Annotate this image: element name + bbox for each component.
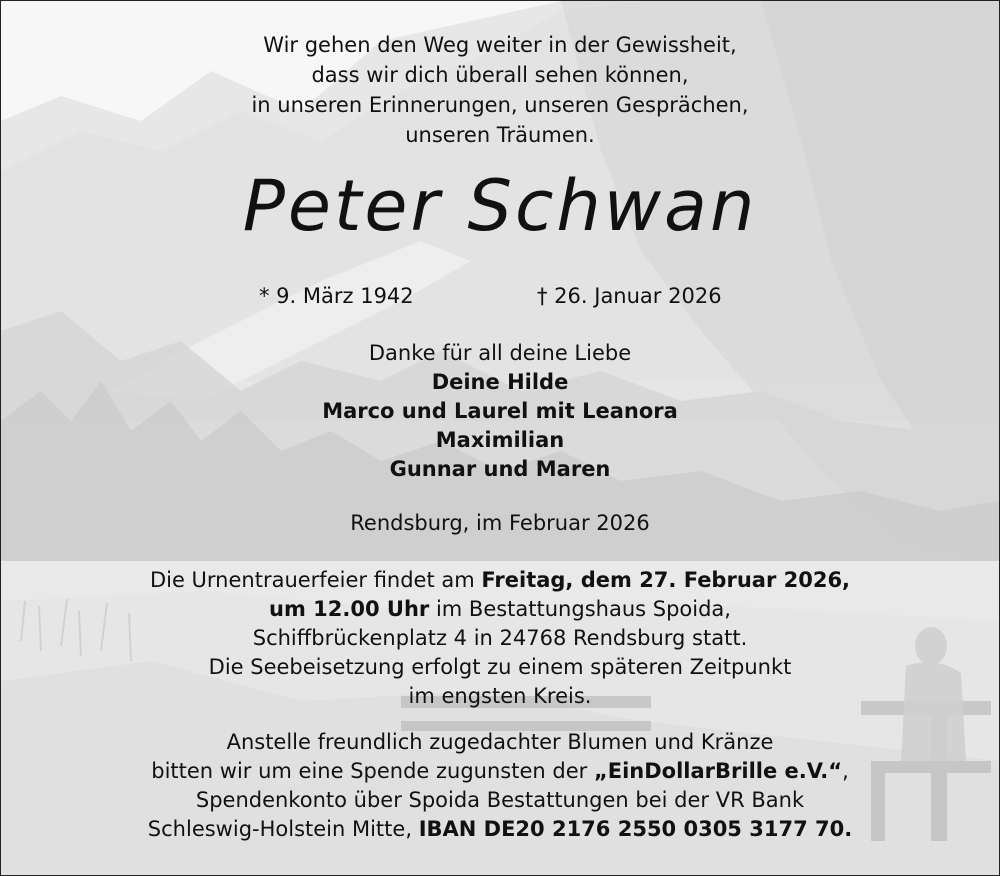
poem-line: dass wir dich überall sehen können, xyxy=(311,63,689,87)
family-member: Marco und Laurel mit Leanora xyxy=(322,399,678,423)
donation-line xyxy=(1,757,999,786)
death-date: † 26. Januar 2026 xyxy=(537,284,722,308)
ceremony-line: Schiffbrückenplatz 4 in 24768 Rendsburg statt. xyxy=(252,626,748,650)
thanks-line: Danke für all deine Liebe xyxy=(368,341,632,365)
poem-line: in unseren Erinnerungen, unseren Gesprächen, xyxy=(251,93,749,117)
ceremony-line xyxy=(1,566,999,595)
donation-text: Schleswig-Holstein Mitte, xyxy=(147,817,419,841)
poem-line: Wir gehen den Weg weiter in der Gewissheit, xyxy=(263,33,737,57)
donation-text: bitten wir um eine Spende zugunsten der xyxy=(151,759,594,783)
birth-date: * 9. März 1942 xyxy=(259,284,414,308)
ceremony-text: im Bestattungshaus Spoida, xyxy=(429,597,731,621)
iban: IBAN DE20 2176 2550 0305 3177 70. xyxy=(418,817,853,841)
deceased-name: Peter Schwan xyxy=(242,165,758,247)
family-member: Deine Hilde xyxy=(431,370,569,394)
family-member: Maximilian xyxy=(435,428,565,452)
ceremony-line: im engsten Kreis. xyxy=(408,684,592,708)
donation-line: Spendenkonto über Spoida Bestattungen bei der VR Bank xyxy=(195,788,805,812)
ceremony-time: um 12.00 Uhr xyxy=(269,597,430,621)
ceremony-line: Die Seebeisetzung erfolgt zu einem späteren Zeitpunkt xyxy=(208,655,792,679)
donation-line xyxy=(1,815,999,844)
donation-text: , xyxy=(842,759,849,783)
charity-name: „EinDollarBrille e.V.“ xyxy=(593,759,843,783)
ceremony-date: Freitag, dem 27. Februar 2026, xyxy=(481,568,851,592)
notice-text xyxy=(1,1,999,875)
poem-line: unseren Träumen. xyxy=(405,123,595,147)
place-date: Rendsburg, im Februar 2026 xyxy=(350,511,650,535)
ceremony-line xyxy=(1,595,999,624)
family-member: Gunnar und Maren xyxy=(389,457,611,481)
donation-line: Anstelle freundlich zugedachter Blumen und Kränze xyxy=(226,730,774,754)
ceremony-text: Die Urnentrauerfeier findet am xyxy=(149,568,482,592)
